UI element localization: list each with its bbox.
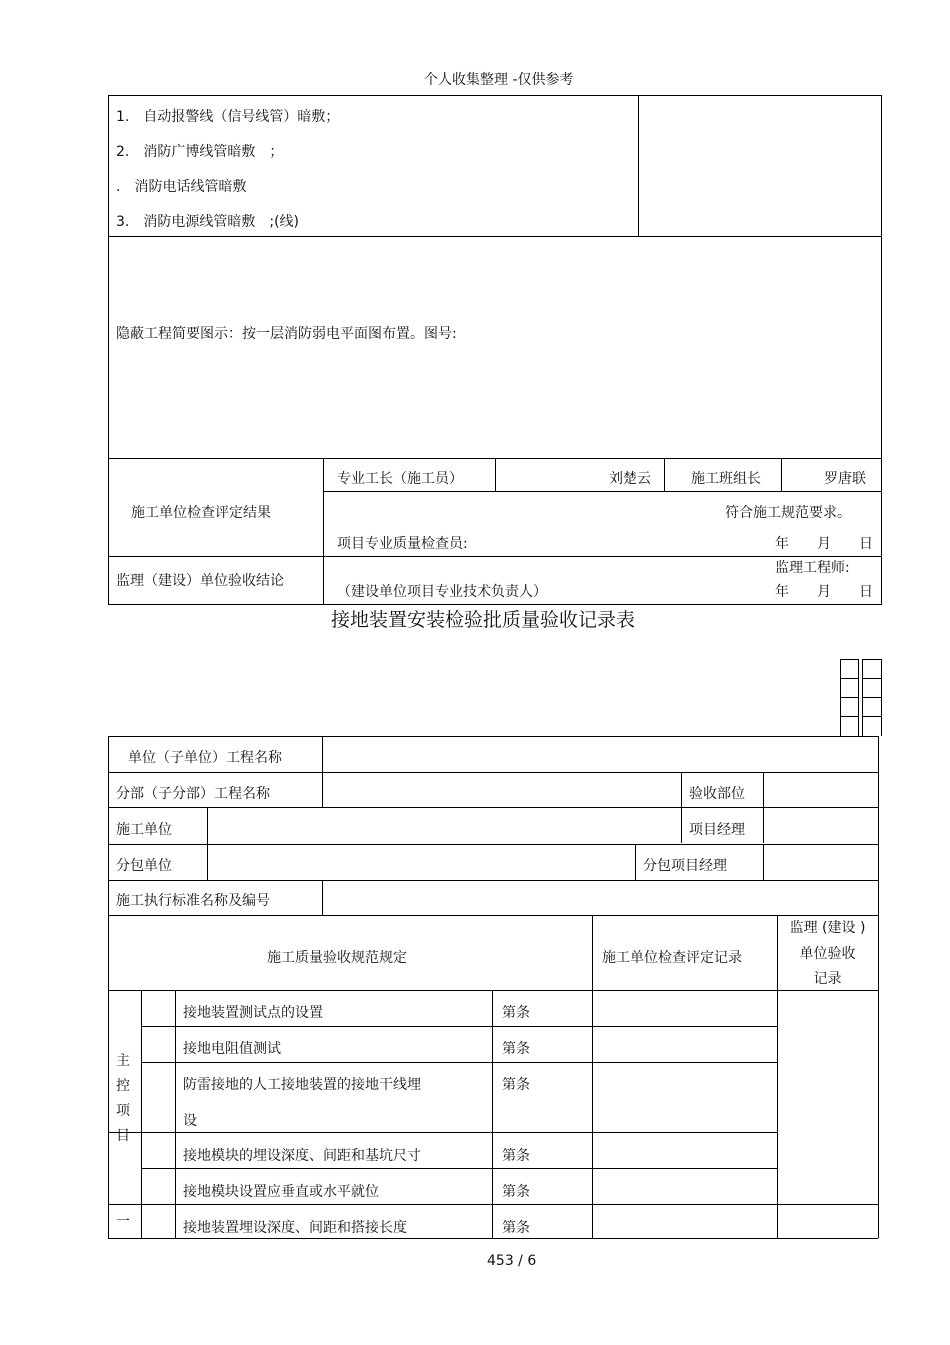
form-title: 接地装置安装检验批质量验收记录表 [331, 609, 636, 631]
row-clause: 第条 [502, 1041, 530, 1057]
main-items-label-1: 主 [116, 1053, 130, 1069]
item-1: 1. 自动报警线（信号线管）暗敷； [116, 109, 340, 125]
supervisor-label: 监理工程师: [775, 560, 850, 576]
diagram-text: 隐蔽工程简要图示：按一层消防弱电平面图布置。图号: [116, 326, 457, 342]
supervision-header-1: 监理 (建设 ) [789, 920, 866, 936]
row-clause: 第条 [502, 1220, 530, 1236]
accept-part-label: 验收部位 [689, 786, 745, 802]
row-clause: 第条 [502, 1184, 530, 1200]
team-leader-label: 施工班组长 [691, 471, 761, 487]
row-item: 接地模块的埋设深度、间距和基坑尺寸 [183, 1148, 421, 1164]
item-4: 3. 消防电源线管暗敷 ;(线) [116, 214, 299, 230]
item-2: 2. 消防广博线管暗敷 ； [116, 144, 284, 160]
contractor-label: 施工单位 [116, 822, 172, 838]
row-item-cont: 设 [183, 1113, 197, 1129]
row-clause: 第条 [502, 1077, 530, 1093]
owner-rep: （建设单位项目专业技术负责人） [337, 584, 547, 600]
page-number: 453 / 6 [487, 1253, 537, 1269]
pm-label: 项目经理 [689, 822, 745, 838]
row-clause: 第条 [502, 1005, 530, 1021]
row-item: 接地装置测试点的设置 [183, 1005, 323, 1021]
date-2: 年 月 日 [775, 584, 873, 600]
row-item: 接地电阻值测试 [183, 1041, 281, 1057]
sub-pm-label: 分包项目经理 [643, 858, 727, 874]
standard-label: 施工执行标准名称及编号 [116, 893, 270, 909]
sub-name-label: 分部（子分部）工程名称 [116, 786, 270, 802]
unit-name-label: 单位（子单位）工程名称 [128, 750, 282, 766]
foreman-name: 刘楚云 [609, 471, 651, 487]
supervision-label: 监理（建设）单位验收结论 [116, 573, 284, 589]
row-item: 防雷接地的人工接地装置的接地干线埋 [183, 1077, 421, 1093]
row-item: 接地装置埋设深度、间距和搭接长度 [183, 1220, 407, 1236]
subcontractor-label: 分包单位 [116, 858, 172, 874]
foreman-label: 专业工长（施工员） [337, 471, 463, 487]
main-items-label-4: 目 [116, 1128, 130, 1144]
inspector-label: 项目专业质量检查员: [337, 536, 468, 552]
supervision-header-3: 记录 [813, 971, 842, 987]
row-item: 接地模块设置应垂直或水平就位 [183, 1184, 379, 1200]
conclusion: 符合施工规范要求。 [725, 505, 851, 521]
check-record-header: 施工单位检查评定记录 [602, 950, 742, 966]
main-items-label-3: 项 [116, 1103, 130, 1119]
team-leader-name: 罗唐联 [824, 471, 866, 487]
main-items-label-2: 控 [116, 1078, 130, 1094]
page-header: 个人收集整理 -仅供参考 [424, 72, 574, 88]
construction-check-label: 施工单位检查评定结果 [131, 505, 271, 521]
spec-header: 施工质量验收规范规定 [267, 950, 407, 966]
item-3: . 消防电话线管暗敷 [116, 179, 247, 195]
row-clause: 第条 [502, 1148, 530, 1164]
general-items-label: 一 [116, 1214, 130, 1230]
supervision-header-2: 单位验收 [799, 946, 856, 962]
date-1: 年 月 日 [775, 536, 873, 552]
